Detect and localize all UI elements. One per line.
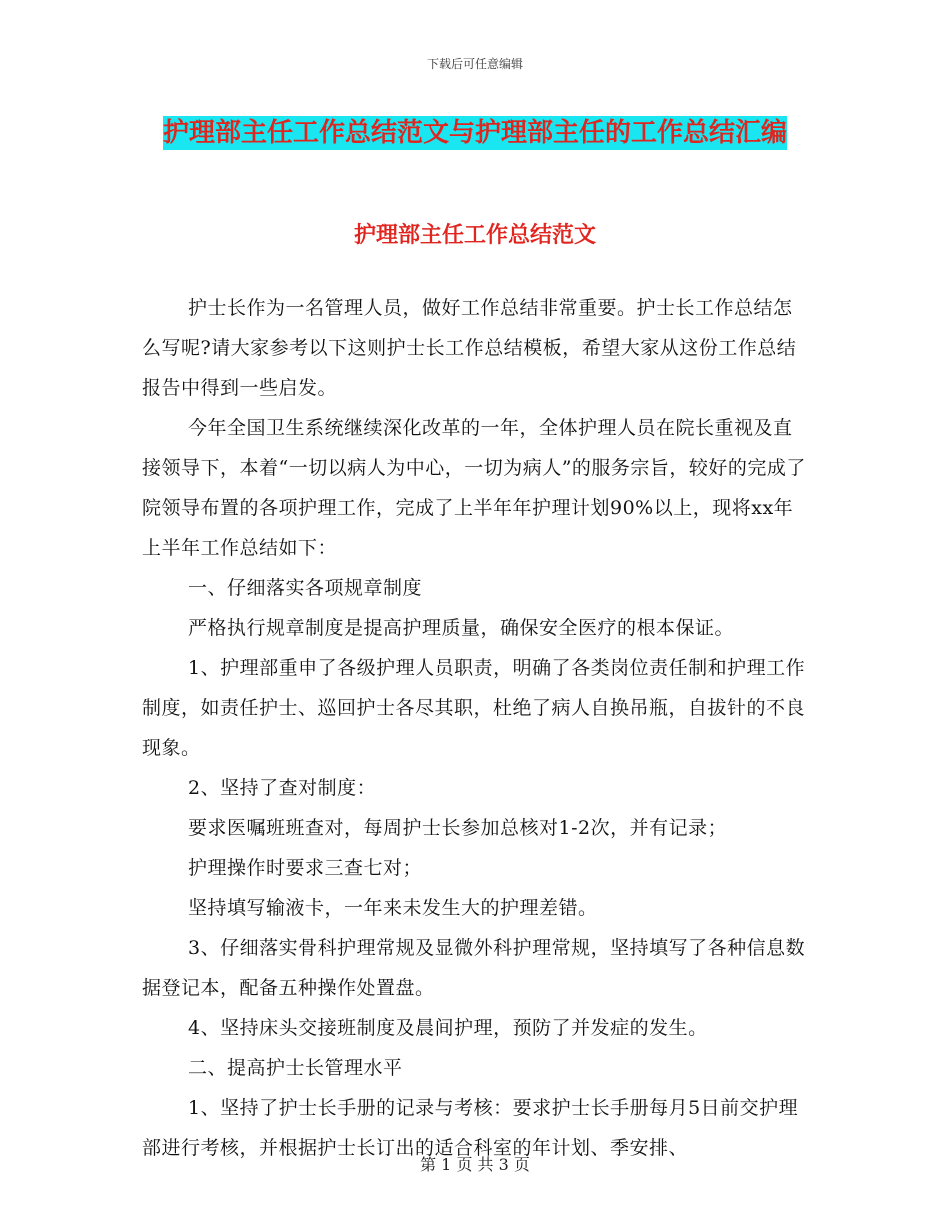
paragraph: 坚持填写输液卡，一年来未发生大的护理差错。 (188, 897, 598, 919)
document-title-text: 护理部主任工作总结范文与护理部主任的工作总结汇编 (162, 118, 787, 148)
paragraph: 2、坚持了查对制度： (188, 777, 377, 799)
paragraph: 今年全国卫生系统继续深化改革的一年，全体护理人员在院长重视及直接领导下，本着“一切以病人为中心，一切为病人”的服务宗旨，较好的完成了院领导布置的各项护理工作，完成了上半年年护理计划90%以上，现将xx年上半年工作总结如下： (142, 417, 806, 559)
paragraph: 1、坚持了护士长手册的记录与考核：要求护士长手册每月5日前交护理部进行考核，并根据护士长订出的适合科室的年计划、季安排、 (142, 1097, 799, 1159)
section-title: 护理部主任工作总结范文 (353, 223, 596, 248)
document-title (140, 108, 810, 158)
paragraph: 1、护理部重申了各级护理人员职责，明确了各类岗位责任制和护理工作制度，如责任护士、巡回护士各尽其职，杜绝了病人自换吊瓶，自拔针的不良现象。 (142, 657, 806, 759)
paragraph: 3、仔细落实骨科护理常规及显微外科护理常规，坚持填写了各种信息数据登记本，配备五种操作处置盘。 (142, 937, 806, 999)
paragraph: 严格执行规章制度是提高护理质量，确保安全医疗的根本保证。 (188, 617, 735, 639)
document-body (142, 288, 808, 1168)
paragraph: 护理操作时要求三查七对； (188, 857, 423, 879)
paragraph: 二、提高护士长管理水平 (188, 1057, 403, 1079)
header-note: 下载后可任意编辑 (426, 57, 523, 71)
paragraph: 一、仔细落实各项规章制度 (188, 577, 423, 599)
paragraph: 4、坚持床头交接班制度及晨间护理，预防了并发症的发生。 (188, 1017, 708, 1039)
page-footer: 第 1 页 共 3 页 (420, 1155, 530, 1174)
paragraph: 要求医嘱班班查对，每周护士长参加总核对1-2次，并有记录； (188, 817, 728, 839)
paragraph: 护士长作为一名管理人员，做好工作总结非常重要。护士长工作总结怎么写呢?请大家参考以下这则护士长工作总结模板，希望大家从这份工作总结报告中得到一些启发。 (142, 297, 797, 399)
